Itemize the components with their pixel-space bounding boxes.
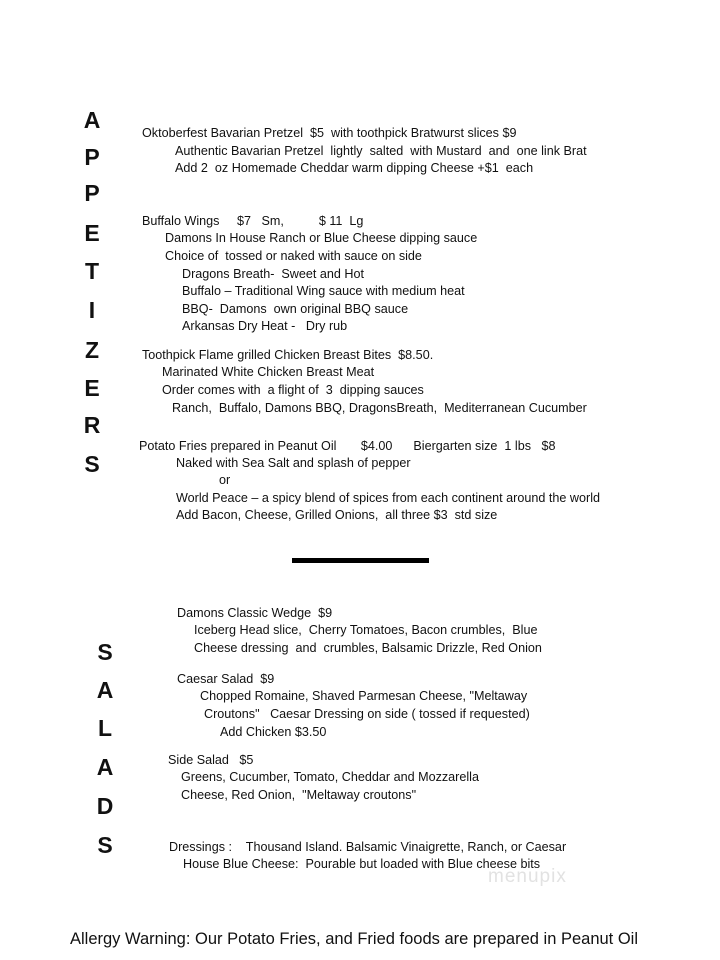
appetizer-line: Dragons Breath- Sweet and Hot	[182, 267, 365, 281]
appetizer-line: Choice of tossed or naked with sauce on side	[165, 249, 422, 263]
salad-line: Side Salad $5	[168, 753, 254, 767]
appetizers-heading-letter: E	[84, 375, 100, 401]
salads-heading-letter: L	[97, 715, 113, 741]
appetizers-heading-letter: P	[84, 180, 100, 206]
appetizer-line: Damons In House Ranch or Blue Cheese dipping sauce	[165, 231, 478, 245]
salad-line: Chopped Romaine, Shaved Parmesan Cheese, "Meltaway	[200, 689, 528, 703]
salad-line: Cheese dressing and crumbles, Balsamic Drizzle, Red Onion	[194, 641, 542, 655]
appetizer-line: Potato Fries prepared in Peanut Oil $4.00 Biergarten size 1 lbs $8	[139, 439, 556, 453]
salad-line: Damons Classic Wedge $9	[177, 606, 333, 620]
salads-heading-letter: S	[97, 832, 113, 858]
appetizer-line: Buffalo Wings $7 Sm, $ 11 Lg	[142, 214, 364, 228]
section-divider	[292, 558, 429, 563]
appetizer-line: Add 2 oz Homemade Cheddar warm dipping Cheese +$1 each	[175, 161, 534, 175]
appetizer-line: Ranch, Buffalo, Damons BBQ, DragonsBreath, Mediterranean Cucumber	[172, 401, 587, 415]
appetizers-heading-letter: R	[83, 412, 101, 438]
salads-heading-letter: A	[96, 754, 114, 780]
salad-line: Iceberg Head slice, Cherry Tomatoes, Bacon crumbles, Blue	[194, 623, 538, 637]
appetizer-line: Naked with Sea Salt and splash of pepper	[176, 456, 411, 470]
appetizer-line: BBQ- Damons own original BBQ sauce	[182, 302, 409, 316]
salad-line: Dressings : Thousand Island. Balsamic Vinaigrette, Ranch, or Caesar	[169, 840, 567, 854]
salad-line: Add Chicken $3.50	[220, 725, 327, 739]
appetizers-heading-letter: E	[84, 220, 100, 246]
salad-line: Cheese, Red Onion, "Meltaway croutons"	[181, 788, 417, 802]
appetizers-heading-letter: T	[84, 258, 100, 284]
salad-line: Croutons" Caesar Dressing on side ( tossed if requested)	[204, 707, 530, 721]
appetizer-line: World Peace – a spicy blend of spices from each continent around the world	[176, 491, 600, 505]
salad-line: Caesar Salad $9	[177, 672, 275, 686]
allergy-warning: Allergy Warning: Our Potato Fries, and Fried foods are prepared in Peanut Oil	[70, 930, 639, 948]
salad-line: House Blue Cheese: Pourable but loaded with Blue cheese bits	[183, 857, 541, 871]
salads-heading-letter: A	[96, 677, 114, 703]
appetizer-line: Marinated White Chicken Breast Meat	[162, 365, 375, 379]
appetizer-line: Toothpick Flame grilled Chicken Breast Bites $8.50.	[142, 348, 434, 362]
appetizer-line: or	[219, 473, 231, 487]
watermark-logo: menupix	[488, 866, 567, 887]
appetizer-line: Buffalo – Traditional Wing sauce with medium heat	[182, 284, 465, 298]
salad-line: Greens, Cucumber, Tomato, Cheddar and Mozzarella	[181, 770, 479, 784]
appetizer-line: Arkansas Dry Heat - Dry rub	[182, 319, 348, 333]
appetizer-line: Authentic Bavarian Pretzel lightly salted with Mustard and one link Brat	[175, 144, 587, 158]
appetizer-line: Add Bacon, Cheese, Grilled Onions, all three $3 std size	[176, 508, 498, 522]
salads-heading-letter: D	[96, 793, 114, 819]
appetizers-heading-letter: Z	[84, 337, 100, 363]
appetizer-line: Oktoberfest Bavarian Pretzel $5 with toothpick Bratwurst slices $9	[142, 126, 517, 140]
appetizers-heading-letter: I	[88, 297, 96, 323]
salads-heading-letter: S	[97, 639, 113, 665]
appetizers-heading-letter: P	[84, 144, 100, 170]
appetizers-heading-letter: A	[83, 107, 101, 133]
appetizer-line: Order comes with a flight of 3 dipping sauces	[162, 383, 424, 397]
appetizers-heading-letter: S	[84, 451, 100, 477]
